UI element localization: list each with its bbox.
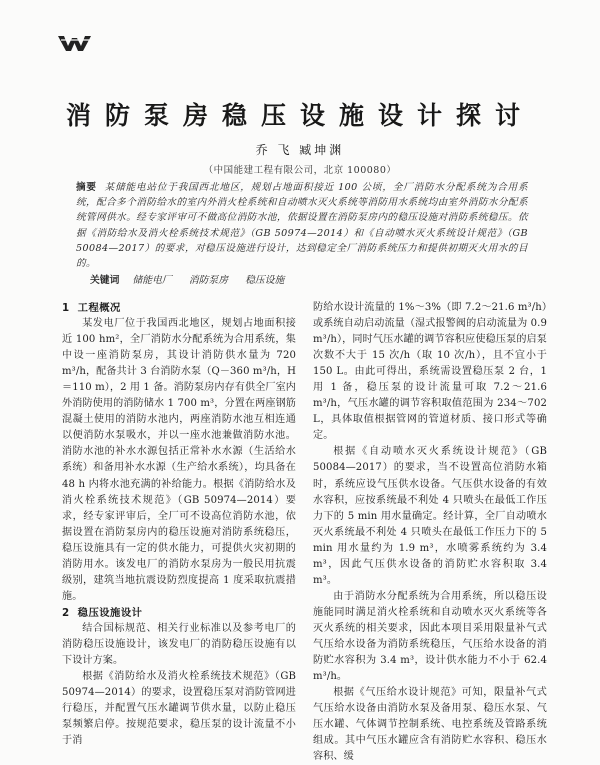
journal-logo-icon [58, 34, 92, 52]
body-right-column [313, 300, 547, 765]
keywords [90, 272, 298, 286]
section-heading: 2 稳压设施设计 [62, 606, 143, 619]
body-paragraph: 根据《自动喷水灭火系统设计规范》（GB 50084—2017）的要求，当不设置高位消防水箱时，系统应设气压供水设备。气压供水设备的有效水容积，应按系统最不利处 4 只喷头在最低工作压力下的 5 min 用水量确定。经计算，全厂自动喷水灭火系统最不利处 4 只喷头在最低工作压力下的 5 min 用水量约为 1.9 m³，水喷雾系统约为 3.4 m³，因此气压供水设备的消防贮水容积取 3.4 m³。 [313, 446, 547, 586]
body-paragraph: 根据《气压给水设计规范》可知，限量补气式气压给水设备由消防水泵及备用泵、稳压水泵、气压水罐、气体调节控制系统、电控系统及管路系统组成。其中气压水罐应含有消防贮水容积、稳压水容积、缓 [313, 687, 547, 763]
keyword: 消防泵房 [188, 275, 229, 286]
abstract [76, 180, 528, 271]
body-paragraph: 结合国标规范、相关行业标准以及参考电厂的消防稳压设施设计，该发电厂的消防稳压设施有以下设计方案。 [62, 622, 296, 667]
article-title: 消防泵房稳压设施设计探讨 [65, 101, 534, 130]
keyword: 稳压设施 [245, 275, 285, 286]
abstract-text: 某储能电站位于我国西北地区，规划占地面积接近 100 公顷，全厂消防水分配系统为合用系统，配合多个消防给水的室内外消火栓系统和自动喷水灭火系统等消防用水系统均由室外消防水分配系统管网供水。经专家评审可不做高位消防水池，依据设置在消防泵房内的稳压设施对消防系统稳压。依据《消防给水及消火栓系统技术规范》（GB 50974—2014）和《自动喷水灭火系统设计规范》（GB 50084—2017）的要求，对稳压设施进行设计，达到稳定全厂消防系统压力和提供初期灭火用水的目的。 [76, 182, 528, 270]
section-heading: 1 工程概况 [62, 302, 121, 314]
journal-logo [58, 34, 92, 52]
body-left-column [62, 300, 296, 749]
article-authors: 乔 飞 臧坤渊 [255, 143, 345, 157]
body-paragraph: 由于消防水分配系统为合用系统，所以稳压设施能同时满足消火栓系统和自动喷水灭火系统等各灭火系统的相关要求，因此本项目采用限量补气式气压给水设备为消防系统稳压，气压给水设备的消防贮水容积为 3.4 m³，设计供水能力不小于 62.4 m³/h。 [313, 590, 547, 683]
abstract-label: 摘要 [76, 182, 97, 193]
keyword: 储能电厂 [132, 275, 172, 286]
keywords-label: 关键词 [90, 275, 120, 286]
body-paragraph: 某发电厂位于我国西北地区，规划占地面积接近 100 hm²，全厂消防水分配系统为合用系统，集中设一座消防泵房，其设计消防供水量为 720 m³/h，配备共计 3 台消防水泵（Q－360 m³/h，H＝110 m），2 用 1 备。消防泵房内存有供全厂室内外消防使用的消防储水 1 700 m³，分置在两座钢筋混凝土使用的消防水池内，两座消防水池互相连通以便消防水泵吸水，并以一座水池兼做消防水池。消防水池的补水水源包括正常补水水源（生活给水系统）和备用补水水源（生产给水系统），均具备在 48 h 内将水池充满的补给能力。根据《消防给水及消火栓系统技术规范》（GB 50974—2014）要求，经专家评审后，全厂可不设高位消防水池，依据设置在消防泵房内的稳压设施对消防系统稳压，稳压设施具有一定的供水能力，可提供火灾初期的消防用水。该发电厂的消防水泵房为一般民用抗震级别，建筑当地抗震设防烈度提高 1 度采取抗震措施。 [62, 318, 296, 602]
body-paragraph: 根据《消防给水及消火栓系统技术规范》（GB 50974—2014）的要求，设置稳压泵对消防管网进行稳压，并配置气压水罐调节供水量，以防止稳压泵频繁启停。按规范要求，稳压泵的设计流量不小于消 [62, 671, 296, 747]
body-paragraph: 防给水设计流量的 1%～3%（即 7.2～21.6 m³/h）或系统自动启动流量（湿式报警阀的启动流量为 0.9 m³/h），同时气压水罐的调节容积应使稳压泵的启泵次数不大于 15 次/h（取 10 次/h），且不宜小于 150 L。由此可得出，系统需设置稳压泵 2 台，1 用 1 备，稳压泵的设计流量可取 7.2～21.6 m³/h，气压水罐的调节容积取值范围为 234～702 L，具体取值根据管网的管道材质、接口形式等确定。 [313, 302, 547, 442]
author-affiliation: （中国能建工程有限公司，北京 100080） [203, 165, 397, 176]
